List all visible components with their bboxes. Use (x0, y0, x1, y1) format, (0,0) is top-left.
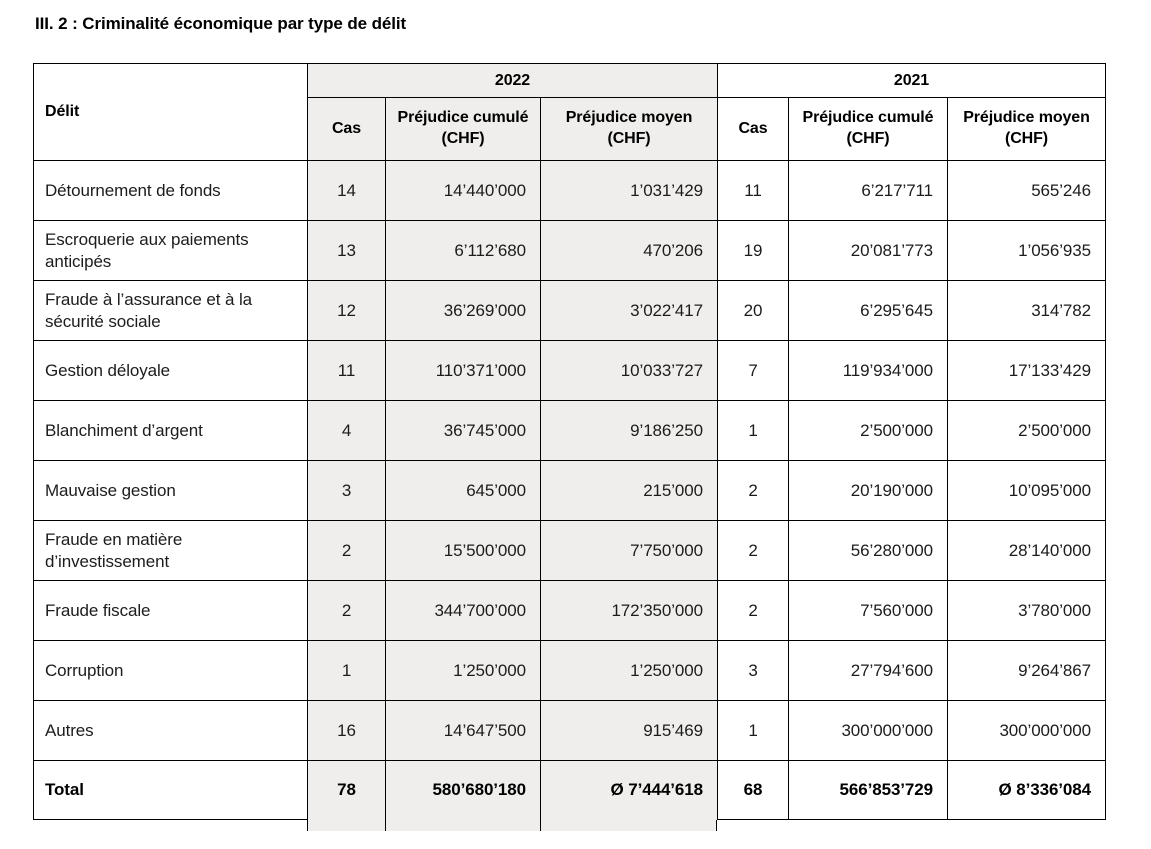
cell-prejudice-moyen-2021: 10’095’000 (948, 461, 1106, 521)
table-title: III. 2 : Criminalité économique par type de délit (35, 14, 407, 33)
cell-cas-2022-total: 78 (308, 761, 386, 820)
cell-prejudice-moyen-2022: 470’206 (541, 221, 718, 281)
cell-prejudice-cumule-2021: 300’000’000 (789, 701, 948, 761)
cell-prejudice-moyen-2021: 17’133’429 (948, 341, 1106, 401)
cell-prejudice-moyen-2021-total: Ø 8’336’084 (948, 761, 1106, 820)
cell-cas-2022: 12 (308, 281, 386, 341)
cell-cas-2021: 19 (718, 221, 789, 281)
cell-prejudice-moyen-2022: 1’250’000 (541, 641, 718, 701)
cell-prejudice-cumule-2021: 56’280’000 (789, 521, 948, 581)
cell-prejudice-cumule-2022: 1’250’000 (386, 641, 541, 701)
cell-prejudice-cumule-2021: 20’190’000 (789, 461, 948, 521)
cell-cas-2021: 2 (718, 521, 789, 581)
column-header-prejudice-cumule-2021: Préjudice cumulé (CHF) (789, 98, 948, 161)
cell-prejudice-moyen-2021: 314’782 (948, 281, 1106, 341)
cell-cas-2022: 11 (308, 341, 386, 401)
cell-prejudice-moyen-2021: 2’500’000 (948, 401, 1106, 461)
cell-cas-2022: 13 (308, 221, 386, 281)
cell-cas-2021: 11 (718, 161, 789, 221)
cell-prejudice-cumule-2022: 344’700’000 (386, 581, 541, 641)
cell-delit: Corruption (34, 641, 308, 701)
cell-prejudice-cumule-2021: 6’217’711 (789, 161, 948, 221)
year-header-2021: 2021 (718, 64, 1106, 98)
shaded-column-extension (307, 820, 717, 831)
cell-prejudice-moyen-2021: 28’140’000 (948, 521, 1106, 581)
cell-prejudice-cumule-2022: 14’647’500 (386, 701, 541, 761)
cell-prejudice-moyen-2022: 9’186’250 (541, 401, 718, 461)
cell-cas-2021: 20 (718, 281, 789, 341)
table-row (34, 581, 1106, 641)
table-row (34, 461, 1106, 521)
table-row (34, 161, 1106, 221)
cell-cas-2022: 16 (308, 701, 386, 761)
cell-prejudice-cumule-2022: 14’440’000 (386, 161, 541, 221)
cell-prejudice-moyen-2022: 1’031’429 (541, 161, 718, 221)
cell-prejudice-cumule-2021: 2’500’000 (789, 401, 948, 461)
cell-cas-2021: 3 (718, 641, 789, 701)
cell-cas-2021: 2 (718, 581, 789, 641)
column-header-prejudice-moyen-2021: Préjudice moyen (CHF) (948, 98, 1106, 161)
cell-prejudice-cumule-2022-total: 580’680’180 (386, 761, 541, 820)
cell-cas-2022: 2 (308, 521, 386, 581)
cell-prejudice-cumule-2021: 20’081’773 (789, 221, 948, 281)
column-header-cas-2021: Cas (718, 98, 789, 161)
cell-cas-2021: 1 (718, 401, 789, 461)
cell-prejudice-moyen-2022: 172’350’000 (541, 581, 718, 641)
cell-cas-2022: 1 (308, 641, 386, 701)
column-header-prejudice-cumule-2022: Préjudice cumulé (CHF) (386, 98, 541, 161)
table-row (34, 701, 1106, 761)
cell-prejudice-cumule-2021-total: 566’853’729 (789, 761, 948, 820)
table-body (34, 161, 1106, 820)
cell-prejudice-moyen-2022: 7’750’000 (541, 521, 718, 581)
crime-table (33, 63, 1106, 820)
table-total-row (34, 761, 1106, 820)
cell-cas-2022: 3 (308, 461, 386, 521)
column-header-prejudice-moyen-2022: Préjudice moyen (CHF) (541, 98, 718, 161)
cell-delit: Gestion déloyale (34, 341, 308, 401)
table-row (34, 221, 1106, 281)
table-row (34, 641, 1106, 701)
cell-prejudice-cumule-2022: 6’112’680 (386, 221, 541, 281)
cell-prejudice-moyen-2021: 565’246 (948, 161, 1106, 221)
year-header-2022: 2022 (308, 64, 718, 98)
cell-delit: Escroquerie aux paiements anticipés (34, 221, 308, 281)
cell-prejudice-cumule-2021: 7’560’000 (789, 581, 948, 641)
cell-prejudice-cumule-2022: 645’000 (386, 461, 541, 521)
cell-delit: Détournement de fonds (34, 161, 308, 221)
table-row (34, 521, 1106, 581)
crime-table-wrapper (33, 63, 1106, 820)
cell-prejudice-cumule-2021: 119’934’000 (789, 341, 948, 401)
cell-delit: Autres (34, 701, 308, 761)
cell-delit-total: Total (34, 761, 308, 820)
shaded-extension-cas (307, 820, 385, 831)
cell-prejudice-moyen-2021: 3’780’000 (948, 581, 1106, 641)
cell-prejudice-cumule-2022: 36’745’000 (386, 401, 541, 461)
column-header-cas-2022: Cas (308, 98, 386, 161)
table-row (34, 281, 1106, 341)
cell-prejudice-moyen-2022: 915’469 (541, 701, 718, 761)
cell-prejudice-cumule-2021: 6’295’645 (789, 281, 948, 341)
cell-prejudice-cumule-2022: 110’371’000 (386, 341, 541, 401)
cell-cas-2022: 14 (308, 161, 386, 221)
cell-prejudice-moyen-2021: 1’056’935 (948, 221, 1106, 281)
cell-prejudice-cumule-2022: 36’269’000 (386, 281, 541, 341)
cell-cas-2021: 7 (718, 341, 789, 401)
cell-cas-2021-total: 68 (718, 761, 789, 820)
cell-cas-2021: 2 (718, 461, 789, 521)
cell-prejudice-moyen-2022-total: Ø 7’444’618 (541, 761, 718, 820)
cell-delit: Fraude fiscale (34, 581, 308, 641)
cell-cas-2021: 1 (718, 701, 789, 761)
column-header-delit: Délit (34, 64, 308, 161)
table-row (34, 341, 1106, 401)
cell-delit: Blanchiment d’argent (34, 401, 308, 461)
cell-delit: Mauvaise gestion (34, 461, 308, 521)
cell-prejudice-moyen-2021: 300’000’000 (948, 701, 1106, 761)
cell-prejudice-cumule-2021: 27’794’600 (789, 641, 948, 701)
cell-prejudice-moyen-2022: 215’000 (541, 461, 718, 521)
table-header (34, 64, 1106, 161)
cell-prejudice-moyen-2022: 3’022’417 (541, 281, 718, 341)
shaded-extension-prejudice-moyen (540, 820, 717, 831)
table-row (34, 401, 1106, 461)
cell-prejudice-moyen-2021: 9’264’867 (948, 641, 1106, 701)
shaded-extension-prejudice-cumule (385, 820, 540, 831)
cell-cas-2022: 4 (308, 401, 386, 461)
cell-prejudice-moyen-2022: 10’033’727 (541, 341, 718, 401)
cell-delit: Fraude à l’assurance et à la sécurité sociale (34, 281, 308, 341)
cell-delit: Fraude en matière d’investissement (34, 521, 308, 581)
cell-cas-2022: 2 (308, 581, 386, 641)
year-header-row (34, 64, 1106, 98)
cell-prejudice-cumule-2022: 15’500’000 (386, 521, 541, 581)
